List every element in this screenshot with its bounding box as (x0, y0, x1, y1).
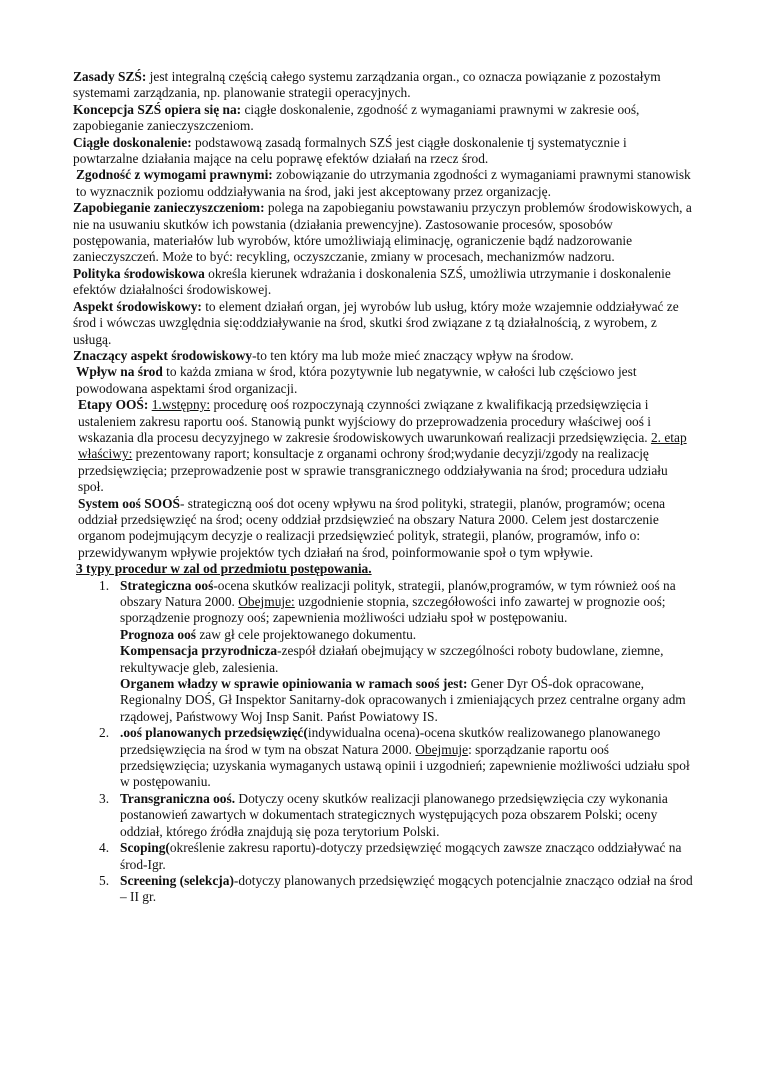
definition-text: -dotyczy planowanych przedsięwzięć mogących potencjalnie znacząco odział na środ – II gr. (120, 872, 693, 905)
list-item (73, 725, 693, 791)
sub-paragraph (120, 643, 693, 676)
definition-text: określenie zakresu raportu)-dotyczy przedsięwzięć mogących zawsze znacząco oddziaływać na środ-Igr. (120, 840, 682, 872)
list-number: 4. (99, 840, 110, 856)
definition-text: -ocena skutków realizacji polityk, strategii, planów,programów, w tym również ooś na obszary Natura 2000. (120, 577, 676, 609)
paragraph-wplyw (73, 364, 693, 397)
paragraph-zgodnosc (73, 167, 693, 200)
list-item (73, 840, 693, 873)
list-number: 2. (99, 725, 110, 741)
paragraph-etapy (73, 397, 693, 495)
definition-text: uzgodnienie stopnia, szczegółowości info zawartej w prognozie ooś; sporządzenie prognozy ooś; zapewnienia możliwości udziału społ w postępowaniu. (120, 594, 666, 626)
procedure-list (73, 578, 693, 906)
definition-text: podstawową zasadą formalnych SZŚ jest ciągłe doskonalenie tj systematycznie i powtarzalne działania mające na celu poprawę efektów działań na rzecz środ. (73, 134, 627, 167)
term-heading: Etapy OOŚ: (78, 397, 149, 413)
stage-label: 2. etap właściwy: (78, 429, 687, 462)
definition-text: zobowiązanie do utrzymania zgodności z wymaganiami prawnymi stanowisk to wyznacznik poziomu oddziaływania na środ, jaki jest akceptowany przez organizację. (76, 167, 691, 199)
sub-paragraph (120, 676, 693, 725)
term-heading: Aspekt środowiskowy: (73, 298, 202, 314)
term-heading: .ooś planowanych przedsięwzięć( (120, 725, 308, 741)
definition-text: indywidualna ocena)-ocena skutków realizowanego planowanego przedsięwzięcia na środ w tym na obszat Natura 2000. (120, 725, 661, 757)
underlined-label: Obejmuje (415, 741, 469, 757)
definition-text: zaw gł cele projektowanego dokumentu. (196, 626, 417, 642)
term-heading: Wpływ na środ (76, 364, 163, 380)
list-item (73, 578, 693, 726)
stage-label: 1.wstępny: (151, 397, 211, 413)
paragraph-polityka (73, 266, 693, 299)
definition-text: procedurę ooś rozpoczynają czynności związane z kwalifikacją przedsięwzięcia i ustaleniem zakresu raportu ooś. Stanowią punkt wyjściowy do przeprowadzenia procedury właściwej ooś i wskazania dla procesu decyzyjnego w zakresie środowiskowych uwarunkowań realizacji przedsięwzięcia. (78, 397, 652, 445)
list-number: 3. (99, 790, 110, 806)
term-heading: System ooś SOOŚ (78, 495, 180, 511)
term-heading: Zasady SZŚ: (73, 69, 147, 84)
term-heading: Zgodność z wymogami prawnymi: (76, 167, 273, 183)
paragraph-zasady (73, 69, 693, 102)
term-heading: Prognoza ooś (120, 626, 197, 642)
term-heading: Znaczący aspekt środowiskowy (73, 347, 253, 363)
section-heading (73, 561, 693, 577)
term-heading: Strategiczna ooś (120, 577, 214, 593)
definition-text: to element działań organ, jej wyrobów lub usług, który może wzajemnie oddziaływać ze środ i wówczas uwzględnia się:oddziaływanie na środ, skutki środ związane z tą działalnością, z wyrobem, z usługą. (73, 298, 679, 347)
term-heading: Polityka środowiskowa (73, 265, 205, 281)
paragraph-znaczacy-aspekt (73, 348, 693, 364)
term-heading: Screening (selekcja) (120, 872, 234, 888)
definition-text: Dotyczy oceny skutków realizacji planowanego przedsięwzięcia czy wykonania postanowień zawartych w dokumentach strategicznych występujących poza obszarem Polski; oceny oddział, którego źródła znajdują się poza terytorium Polski. (120, 790, 668, 839)
term-heading: Zapobieganie zanieczyszczeniom: (73, 200, 265, 216)
sub-paragraph (120, 627, 693, 643)
definition-text: prezentowany raport; konsultacje z organami ochrony środ;wydanie decyzji/zgody na realizację przedsięwzięcia; przeprowadzenie post w sprawie transgranicznego oddziaływania na środ; procedura udziału społ. (78, 446, 668, 495)
term-heading: Transgraniczna ooś. (120, 790, 236, 806)
list-number: 5. (99, 872, 110, 888)
definition-text: to każda zmiana w środ, która pozytywnie lub negatywnie, w całości lub częściowo jest powodowana aspektami środ organizacji. (76, 364, 637, 396)
definition-text: określa kierunek wdrażania i doskonalenia SZŚ, umożliwia utrzymanie i doskonalenie efektów działalności środowiskowej. (73, 265, 671, 298)
list-item (73, 873, 693, 906)
list-item (73, 791, 693, 840)
term-heading: Ciągłe doskonalenie: (73, 134, 192, 150)
paragraph-system (73, 496, 693, 562)
underlined-label: Obejmuje: (238, 594, 295, 609)
paragraph-koncepcja (73, 102, 693, 135)
definition-text: -to ten który ma lub może mieć znaczący wpływ na środow. (252, 347, 574, 363)
definition-text: -zespół działań obejmujący w szczególności roboty budowlane, ziemne, rekultywacje gleb, zalesienia. (120, 643, 664, 675)
paragraph-ciagle-doskonalenie (73, 135, 693, 168)
term-heading: Scoping( (120, 840, 170, 856)
document-page (73, 69, 693, 906)
definition-text: polega na zapobieganiu powstawaniu przyczyn problemów środowiskowych, a nie na usuwaniu skutków ich powstania (działania prewencyjne). Zastosowanie procesów, sposobów postępowania, materiałów lub wyrobów, które umożliwiają eliminację, ograniczenie bądź nadzorowanie zanieczyszczeń. Może to być: recykling, oczyszczanie, zmiany w procesach, mechanizmów nadzoru. (73, 200, 692, 265)
typy-heading: 3 typy procedur w zal od przedmiotu postępowania. (76, 561, 372, 577)
term-heading: Organem władzy w sprawie opiniowania w ramach sooś jest: (120, 676, 468, 692)
paragraph-zapobieganie (73, 200, 693, 266)
term-heading: Koncepcja SZŚ opiera się na: (73, 101, 242, 117)
definition-text: Gener Dyr OŚ-dok opracowane, Regionalny DOŚ, Gł Inspektor Sanitarny-dok opracowanych i zmieniających przez centralne organy adm rządowej, Państwowy Woj Insp Sanit. Państ Powiatowy IS. (120, 676, 686, 724)
list-number: 1. (99, 577, 110, 593)
definition-text: - strategiczną ooś dot oceny wpływu na środ polityki, strategii, planów, programów; ocena oddział przedsięwzięć na środ; oceny oddział przdsięwzieć na obszary Natura 2000. Celem jest dostarczenie organom podejmującym decyzje o realizacji przedsięwzieć polityk, strategii, planów, programów, info o: przewidywanym wpływie projektów tych działań na środ, poinformowanie społ o tym wpływie. (78, 495, 666, 560)
definition-text: : sporządzanie raportu ooś przedsięwzięcia; uzyskania wymaganych ustawą opinii i uzgodnień; zapewnienie możliwości udziału społ w postępowaniu. (120, 741, 690, 790)
term-heading: Kompensacja przyrodnicza (120, 643, 278, 659)
paragraph-aspekt (73, 299, 693, 348)
definition-text: ciągłe doskonalenie, zgodność z wymaganiami prawnymi w zakresie ooś, zapobieganie zanieczyszczeniom. (73, 101, 640, 134)
definition-text: jest integralną częścią całego systemu zarządzania organ., co oznacza powiązanie z pozostałym systemami zarządzania, np. planowanie strategii operacyjnych. (73, 69, 661, 101)
